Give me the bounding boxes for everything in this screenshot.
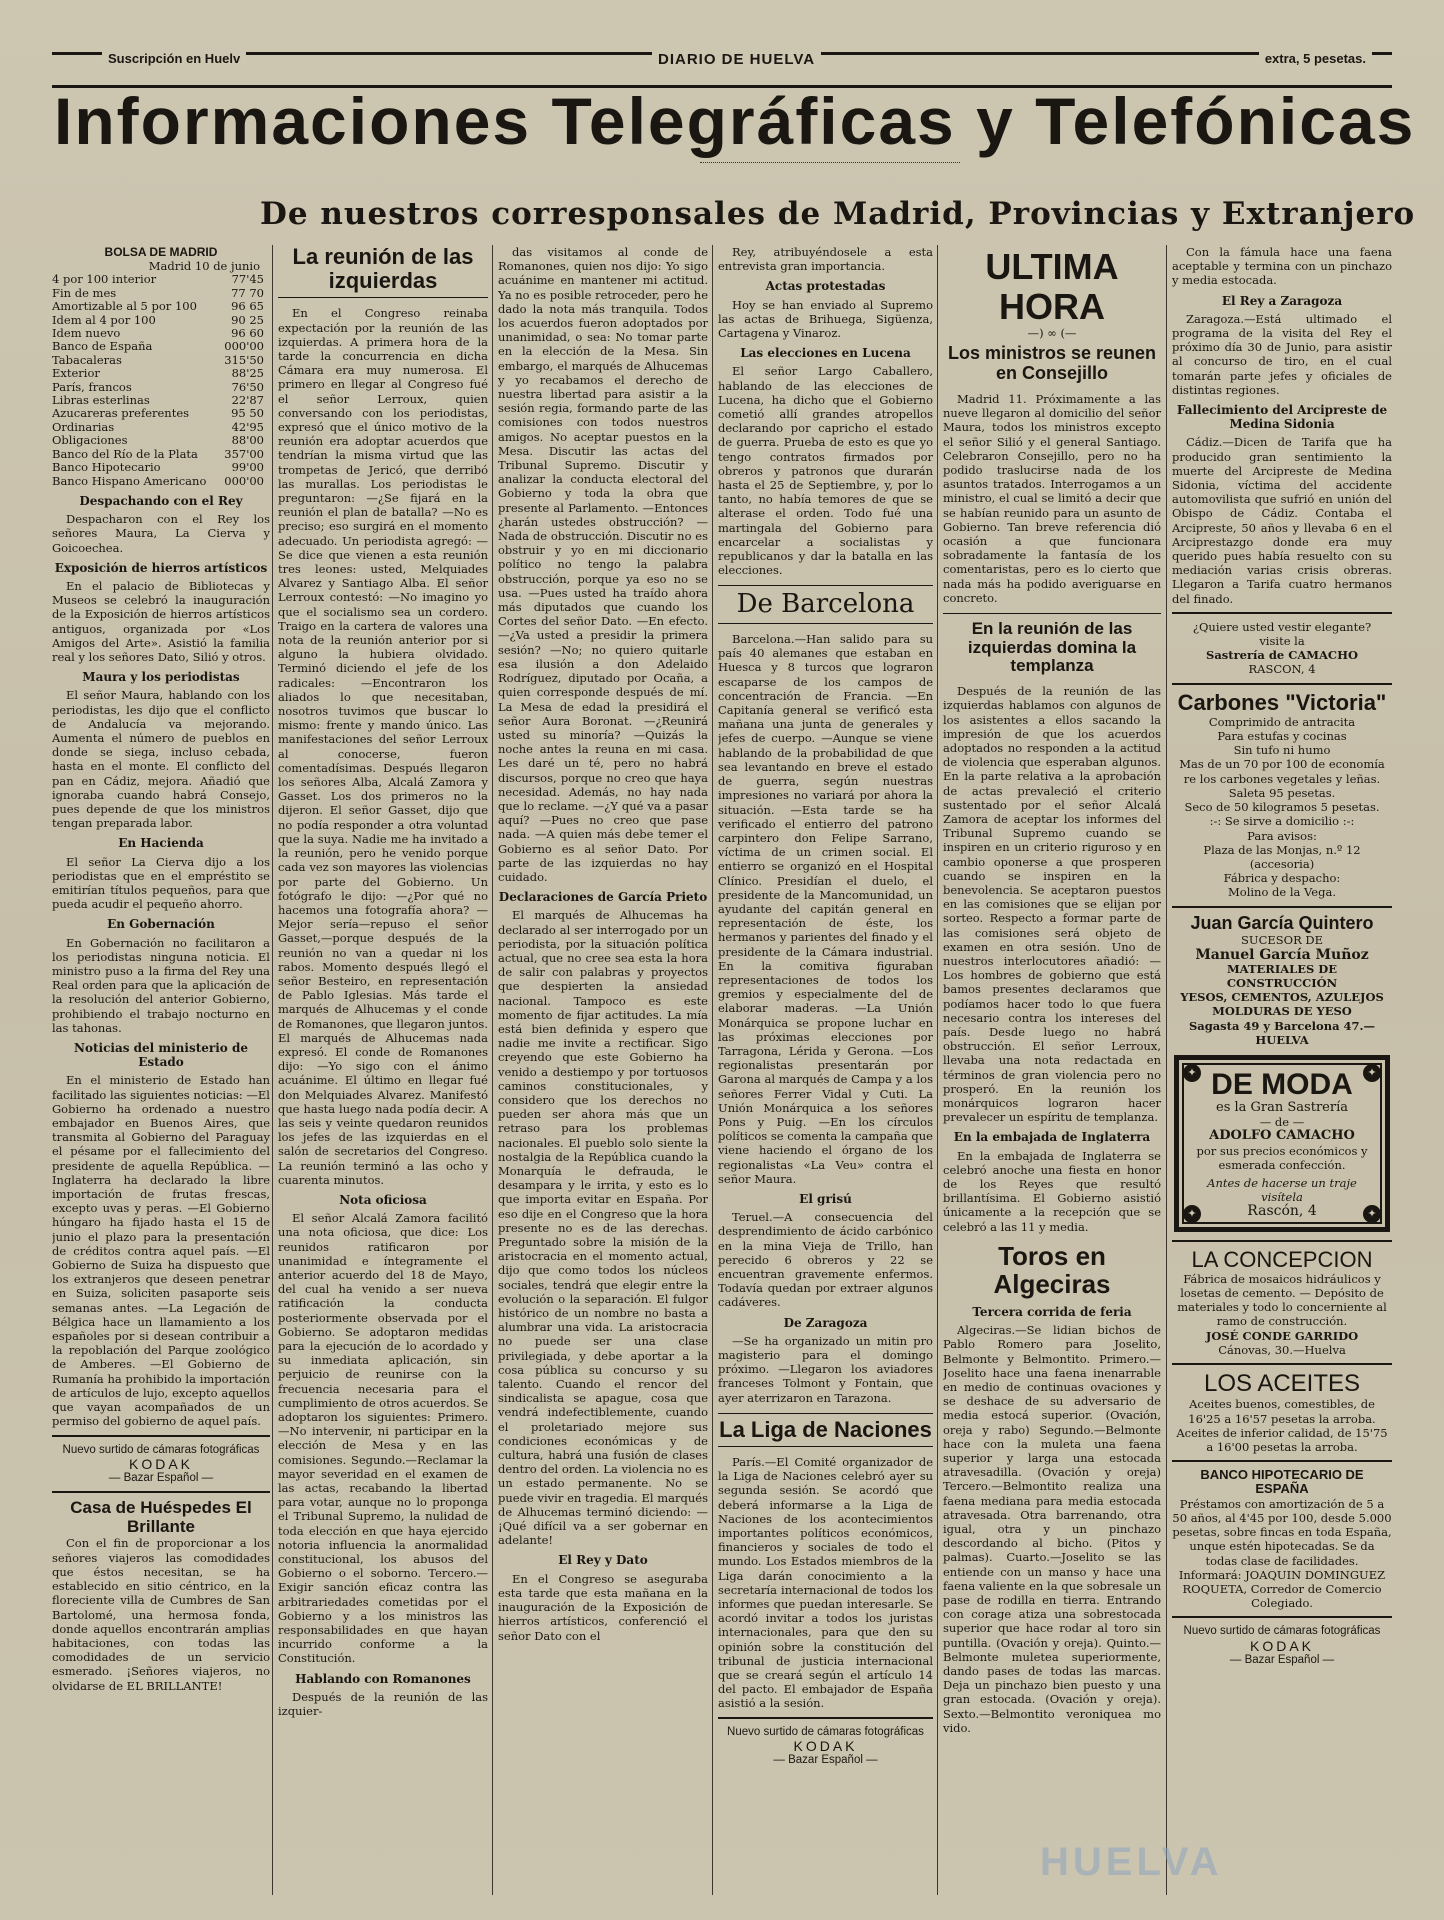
section-heading: Tercera corrida de feria [972,1305,1132,1319]
ad-line: Cánovas, 30.—Huelva [1218,1342,1346,1357]
bolsa-row [52,461,270,474]
bolsa-row-label: Ordinarias [52,419,115,434]
article-text: En el palacio de Bibliotecas y Museos se celebró la inauguración de la Exposición de hierros artísticos antiguos, organizada por «Los Amigos del Arte». Asistió la familia real y los señores Dato, Silió y otros. [52,578,270,664]
section-heading: Maura y los periodistas [82,670,240,685]
bolsa-row-label: Amortizable al 5 por 100 [52,299,197,314]
ad-line: SUCESOR DE [1241,933,1323,948]
bolsa-row [52,340,270,353]
kodak-shop: — Bazar Español — [1229,1653,1335,1666]
section-heading: Exposición de hierros artísticos [54,560,268,575]
divider [1172,906,1392,908]
ad-line: Sastrería de CAMACHO [1206,648,1358,663]
headline-ministros: Los ministros se reunen en Consejillo [947,343,1157,384]
bolsa-row-value: 90 25 [231,312,264,327]
bolsa-row [52,287,270,300]
kodak-ad [1172,1624,1392,1667]
masthead-newspaper-name: DIARIO DE HUELVA [652,51,821,68]
section-heading: Actas protestadas [765,279,886,294]
section-heading: Declaraciones de García Prieto [498,890,708,905]
kodak-line: Nuevo surtido de cámaras fotográficas [727,1725,924,1738]
bolsa-row-value: 88'25 [231,366,264,381]
bolsa-row-label: Banco del Río de la Plata [52,446,198,461]
title-divider [700,162,960,165]
divider [1172,612,1392,614]
headline-ultima-hora: ULTIMA HORA [985,246,1119,327]
article-text: Después de la reunión de las izquierdas hablamos con algunos de los asistentes a ellos sacando la impresión de que los acuerdos adoptados no responden a la actitud de violencia que esperaban algunos. En la parte relativa a la aprobación de actas prevaleció el criterio sustentado por el señor Alcalá Zamora de aceptar los informes del Tribunal Supremo cuando se inspiren en un criterio riguroso y en cambio oponerse a que prosperen cuando se inspiren en la benevolencia. Se aceptaron puestos en las comisiones que se elijan por sorteo. Respecto a formar parte de las comisiones será objeto de examen en otra sesión. Uno de nuestros interlocutores añadió: —Los hombres de gobierno que está bamos presentes declaramos que podíamos hacer todo lo que fuera necesario contra los intereses del país. Desde luego no habrá obstrucción. El señor Lerroux, llevaba una nota redactada en términos de gran violencia pero no prosperó. En la reunión los monárquicos lograron hacer prevalecer un espíritu de templanza. [943,684,1161,1125]
ad-line: JOSÉ CONDE GARRIDO [1205,1328,1359,1343]
bolsa-title: BOLSA DE MADRID [104,245,218,259]
masthead-subscription: Suscripción en Huelv [102,51,246,66]
column-2 [278,245,488,1905]
bolsa-row-value: 77'45 [231,272,264,287]
bolsa-row-value: 95 50 [231,406,264,421]
bolsa-row [52,381,270,394]
article-text: Algeciras.—Se lidian bichos de Pablo Romero para Joselito, Belmonte y Belmontito. Primero.—Joselito hace una faena inenarrable en medio de continuas ovaciones y se deshace de su adversario de media estocá superior. (Ovación, oreja y rabo) Segundo.—Belmonte hace con la muleta una faena superior y larga una estocada atravesadilla. (Ovación y oreja) Tercero.—Belmontito realiza una faena mediana para media estocada atravesada. Otra barrenando, otra igual, otra y un pinchazo descordando al bicho. (Pitos y palmas). Cuarto.—Joselito se las entiende con un manso y hace una faena valiente en la que sobresale un pase de rodilla en tierra. Entrando con corage atiza una sobrestocada superior que hace rodar al toro sin puntilla. (Ovación y oreja). Quinto.—Belmonte muletea superiormente, dando pases de todas las marcas. Deja un pinchazo bien puesto y una gran estocada. (Ovación y oreja). Sexto.—Belmontito veroniquea mo vido. [943,1323,1161,1735]
ad-aceites [1172,1371,1392,1454]
page-subtitle: De nuestros corresponsales de Madrid, Provincias y Extranjero [260,196,1416,232]
bolsa-row [52,314,270,327]
article-text: El señor La Cierva dijo a los periodistas que en el empréstito se emitirían títulos pequeños, para que pueda acudir el pequeño ahorro. [52,854,270,912]
bolsa-row-label: Tabacaleras [52,352,122,367]
ad-line: Rascón, 4 [1247,1203,1317,1220]
section-heading: Hablando con Romanones [295,1671,471,1686]
bolsa-row-value: 315'50 [224,352,264,367]
ad-line: Informará: JOAQUIN DOMINGUEZ ROQUETA, Corredor de Comercio Colegiado. [1178,1567,1386,1611]
ad-line: Mas de un 70 por 100 de economía re los carbones vegetales y leñas. [1179,757,1385,786]
ad-line: visite la [1259,634,1305,649]
ad-line: Fábrica y despacho: [1223,871,1341,886]
kodak-ad [718,1725,933,1768]
article-text: En el Congreso reinaba expectación por la reunión de las izquierdas. A primera hora de la tarde la concurrencia en dicha Cámara era muy numerosa. El primero en llegar al Congreso fué el señor Lerroux, quien conversando con los periodistas, expresó que el único motivo de la reunión era adoptar acuerdos que tendrían la misma virtud que las trompetas de Jericó, que derribó las murallas. Los periodistas le preguntaron: —¿Se fijará en la reunión el plan de batalla? —No es preciso; eso surgirá en el momento adecuado. Un periodista agregó: —Se dice que vienen a esta reunión tres leones: usted, Melquiades Alvarez y Santiago Alba. El señor Lerroux contestó: —No imagino yo que el socialismo sea un cordero. Traigo en la cartera de valores una nota de la reunión anterior por si alguno la hubiera olvidado. Terminó diciendo el jefe de los radicales: —Encontraron los aliados lo que necesitaban, nosotros tuvimos que buscar lo mismo: frente y mando único. Las manifestaciones del señor Lerroux al conocerse, fueron comentadísimas. Después llegaron los señores Alba, Alcalá Zamora y Gasset. Los dos primeros no la dijeron. El señor Gasset, dijo que no podía responder a otra voluntad que la suya. Nadie me ha invitado a la reunión, pero he venido porque cada vez son mayores las violencias por parte del Gobierno. Un fotógrafo le dijo: —¿Por qué no hacemos una fotografía ahora? —Mejor sería—repuso el señor Gasset,—porque después de la reunión no van a quedar ni los rabos. Momento después llegó el señor Besteiro, en representación de Pablo Iglesias. Más tarde el marqués de Alhucemas y el conde de Romanones, que llegaron juntos. El marqués de Alhucemas nada expresó. El conde de Romanones dijo: —Yo sigo con el ánimo acuánime. El último en llegar fué don Melquiades Alvarez. Manifestó que hasta luego nada podía decir. A las seis y veinte quedaron reunidos los jefes de las izquierdas en el salón de secretarios del Congreso. La reunión terminó a las ocho y cuarenta minutos. [278,306,488,1187]
bolsa-row-label: Idem nuevo [52,326,121,341]
kodak-brand: KODAK [1249,1637,1314,1654]
section-heading: Despachando con el Rey [79,493,243,508]
article-text: El marqués de Alhucemas ha declarado al ser interrogado por un periodista, por la situación política actual, que no cree sea esta la hora de salir con palabras y proyectos que despierten la ansiedad nacional. Tampoco es este momento de fijar actitudes. La mía está bien definida y espero que nadie me invite a rectificar. Sigo creyendo que este Gobierno ha venido a destiempo y por tortuosos caminos constitucionales, y considero que los derechos no pueden ser ahora más que un retraso para los problemas nacionales. El pueblo solo siente la nostalgia de la República cuando la Monarquía le defrauda, le desampara y le irrita, y esto es lo que importa evitar en España. Por eso dije en el Congreso que la hora presente no es de las derechas. Preguntado sobre la misión de la aristocracia en el momento actual, dijo que como todos los núcleos sociales, tendrá que elegir entre la evolución o la separación. El fulgor histórico de un nombre no basta a alumbrar una vida. La aristocracia no puede ser una clase privilegiada, y debe aportar a la cosa pública su concurso y su talento. Cuando el rencor del sindicalista se apague, cosa que vendrá indefectiblemente, cuando el proletariado mejore sus condiciones económicas y de cultura, habrá una fusión de clases dentro del orden. La violencia no es un estado permanente. No se puede vivir en tragedia. El marqués de Alhucemas terminó diciendo: —¡Qué difícil va a ser gobernar en adelante! [498,908,708,1548]
bolsa-row-value: 42'95 [231,419,264,434]
ad-line: Fábrica de mosaicos hidráulicos y losetas de cemento. — Depósito de materiales y todo lo concerniente al ramo de construcción. [1177,1271,1387,1329]
bolsa-row [52,448,270,461]
ad-de-moda [1174,1055,1390,1232]
ad-line: Para estufas y cocinas [1217,729,1347,744]
section-heading: Nota oficiosa [339,1192,427,1207]
bolsa-row-value: 76'50 [231,379,264,394]
kodak-ad [52,1443,270,1486]
article-text: En el ministerio de Estado han facilitado las siguientes noticias: —El Gobierno ha ordenado a nuestro embajador en Buenos Aires, que transmita al Gobierno del Paraguay el pésame por el fallecimiento del presidente de aquella República. —Inglaterra ha declarado la libre importación de frutas frescas, excepto uvas y peras. —El Gobierno húngaro ha fijado hasta el 15 de junio el plazo para la presentación de créditos contra aquel país. —El Gobierno de Suiza ha dispuesto que los extranjeros que deseen penetrar en Suiza, soliciten pasaporte seis semanas antes. —La Legación de Bélgica hace un llamamiento a los españoles por si desean contribuir a la repoblación del Parque zoológico de Amberes. —El Gobierno de Rumanía ha prohibido la importación de artículos de lujo, excepto aquellos que vayan acompañados de un permiso del gobierno de aquel país. [52,1073,270,1429]
ad-line: Sin tufo ni humo [1233,743,1331,758]
bolsa-row-label: Idem al 4 por 100 [52,312,156,327]
divider [1172,1616,1392,1618]
ad-title: Juan García Quintero [1190,912,1374,933]
article-text: El señor Alcalá Zamora facilitó una nota oficiosa, que dice: Los reunidos ratificaron por unanimidad e íntegramente el anterior acuerdo del 18 de Mayo, del cual ha venido a ser nueva ratificación la conducta posteriormente observada por el Gobierno. Se adoptaron medidas para la ejecución de lo acordado y su inmediata aplicación, sin perjuicio de reunirse con la frecuencia necesaria para el cumplimiento de otros acuerdos. Se adoptaron los siguientes: Primero.—No intervenir, ni participar en la elección de Mesa y en las comisiones. Segundo.—Reclamar la mayor severidad en el examen de las actas, recabando la libertad para votar, aunque no lo proponga el Tribunal Supremo, la nulidad de toda elección en que haya ejercido notoria influencia la anormalidad constitucional, los abusos del Gobierno o el soborno. Tercero.—Exigir sanción eficaz contra las arbitrariedades cometidas por el Gobierno y a los ministros las responsabilidades en que hayan incurrido conforme a la Constitución. [278,1211,488,1666]
column-rule [937,245,938,1895]
bolsa-row-label: Banco Hipotecario [52,460,161,475]
divider [1172,1363,1392,1365]
ad-line: Manuel García Muñoz [1195,946,1369,963]
ad-quintero [1172,914,1392,1047]
column-3 [498,245,708,1905]
bolsa-row-label: 4 por 100 interior [52,272,157,287]
ad-sastreria [1172,620,1392,677]
article-text: —Se ha organizado un mitin pro magisterio para el domingo próximo. —Llegaron los aviadores franceses Tolmont y Fontain, que ayer aterrizaron en Tarazona. [718,1333,933,1405]
ad-line: MATERIALES DE CONSTRUCCIÓN [1226,961,1338,990]
ornament-icon: ✦ [1183,1205,1201,1223]
kodak-shop: — Bazar Español — [108,1471,214,1484]
section-heading: En la embajada de Inglaterra [953,1130,1151,1145]
article-text: El señor Maura, hablando con los periodistas, les dijo que el conflicto de Andalucía va mejorando. Aumenta el número de pueblos en donde se siega, incluso cebada, hasta en el monte. El conflicto del pan en Cádiz, mejora. Añadió que ignoraba cuando habrá Consejo, pues depende de que los ministros tengan preparada labor. [52,688,270,831]
section-heading: Fallecimiento del Arcipreste de Medina Sidonia [1176,403,1388,432]
bolsa-row-value: 96 65 [231,299,264,314]
ornament-icon: ✦ [1363,1205,1381,1223]
archive-watermark: HUELVA [1040,1840,1223,1884]
ad-line: Plaza de las Monjas, n.º 12 (accesoria) [1203,842,1361,871]
bolsa-row [52,367,270,380]
ad-title: LOS ACEITES [1203,1369,1361,1397]
bolsa-row-label: Obligaciones [52,433,128,448]
column-6 [1172,245,1392,1905]
divider [52,1435,270,1437]
bolsa-row-label: Exterior [52,366,100,381]
bolsa-row [52,475,270,488]
bolsa-row-value: 99'00 [231,460,264,475]
bolsa-table [52,273,270,488]
column-rule [712,245,713,1895]
section-heading: El Rey y Dato [558,1553,648,1568]
section-heading: En Hacienda [118,836,204,851]
column-1 [52,245,270,1905]
column-5 [943,245,1161,1905]
article-text: Madrid 11. Próximamente a las nueve llegaron al domicilio del señor Maura, todos los ministros excepto el señor Silió y el general Santiago. Celebraron Consejillo, pero no ha podido traslucirse nada de los asuntos tratados. Interrogamos a un ministro, el cual se limitó a decir que se habían reunido para un asunto de Gobierno. Tan breve referencia dió ocasión a que funcionara sobradamente la fantasía de los comentaristas, pero es lo cierto que nada más ha podido averiguarse en concreto. [943,391,1161,605]
ad-line: Sagasta 49 y Barcelona 47.—HUELVA [1188,1018,1376,1047]
page-title: Informaciones Telegráficas y Telefónicas [54,84,1416,158]
ad-line: Aceites buenos, comestibles, de 16'25 a 16'57 pesetas la arroba. [1188,1397,1376,1426]
divider [52,1491,270,1493]
bolsa-row [52,407,270,420]
section-heading: De Zaragoza [783,1315,868,1330]
kodak-brand: KODAK [793,1737,858,1754]
ad-line: Seco de 50 kilogramos 5 pesetas. [1184,800,1380,815]
kodak-line: Nuevo surtido de cámaras fotográficas [62,1443,260,1456]
bolsa-row [52,394,270,407]
section-heading: El grisú [799,1191,852,1206]
ad-carbones [1172,691,1392,900]
bolsa-row-value: 77 70 [231,285,264,300]
bolsa-row-value: 000'00 [224,473,264,488]
article-text: En el Congreso se aseguraba esta tarde que esta mañana en la inauguración de la Exposición de hierros artísticos, conferenció el señor Dato con el [498,1571,708,1643]
bolsa-row-label: Banco de España [52,339,153,354]
column-rule [1166,245,1167,1895]
ad-line: RASCON, 4 [1248,662,1316,677]
article-text: Teruel.—A consecuencia del desprendimiento de ácido carbónico en la mina Vieja de Trillo, han perecido 6 obreros y 22 se encuentran gravemente enfermos. Todavía quedan por extraer algunos cadáveres. [718,1210,933,1310]
column-rule [272,245,273,1895]
masthead-price: extra, 5 pesetas. [1259,51,1372,66]
column-4 [718,245,933,1905]
headline-templanza: En la reunión de las izquierdas domina la templanza [943,613,1161,676]
ad-line: Para avisos: [1247,828,1317,843]
ad-line: MOLDURAS DE YESO [1212,1004,1352,1019]
ad-line: Comprimido de antracita [1208,714,1356,729]
bolsa-row [52,327,270,340]
bolsa-row-value: 000'00 [224,339,264,354]
huespedes-text: Con el fin de proporcionar a los señores viajeros las comodidades que éstos necesitan, se ha establecido en sitio céntrico, en la floreciente villa de Cumbres de San Bartolomé, una hermosa fonda, donde aquellos encontrarán amplias habitaciones, con todas las comodidades de un servicio esmerado. ¡Señores viajeros, no olvidarse de EL BRILLANTE! [52,1536,270,1693]
section-heading: El Rey a Zaragoza [1221,293,1343,308]
article-text: Cádiz.—Dicen de Tarifa que ha producido gran sentimiento la muerte del Arcipreste de Medina Sidonia, víctima del accidente automovilista que sufrió en unión del Obispo de Cádiz. Contaba el Arcipreste, 50 años y llevaba 6 en el Arciprestazgo donde era muy querido pues había resuelto con su mediación varias crisis obreras. Llegaron a Tarifa cuatro hermanos del finado. [1172,435,1392,606]
bolsa-row-value: 88'00 [231,433,264,448]
huespedes-title: Casa de Huéspedes El Brillante [70,1498,252,1536]
bolsa-row-label: Azucareras preferentes [52,406,190,421]
divider [1172,683,1392,685]
bolsa-row-value: 357'00 [224,446,264,461]
ad-title: LA CONCEPCION [1191,1246,1373,1272]
bolsa-row [52,273,270,286]
ad-title: BANCO HIPOTECARIO DE ESPAÑA [1200,1467,1364,1497]
kodak-shop: — Bazar Español — [773,1754,878,1767]
section-heading: En Gobernación [107,917,215,932]
article-text: Zaragoza.—Está ultimado el programa de la visita del Rey el próximo día 30 de Junio, para asistir al concurso de tiro, en el cual tomarán parte jefes y oficiales de distintas regiones. [1172,311,1392,397]
kodak-brand: KODAK [128,1455,193,1472]
article-text: Después de la reunión de las izquier- [278,1689,488,1719]
bolsa-row-label: Fin de mes [52,285,117,300]
divider [1172,1240,1392,1242]
article-text: das visitamos al conde de Romanones, quien nos dijo: Yo sigo acuánime en mantener mi actitud. Ya no es posible retroceder, pero he dado la nota más tranquila. Todos los acuerdos fueron adoptados por unanimidad, o sea: No tomar parte en la elección de la Mesa. Sin embargo, el marqués de Alhucemas y yo recabamos el derecho de nuestra libertad para asistir a la sesión regia, formando parte de las comisiones con todos nuestros amigos. No aceptar puestos en la Mesa. Discutir las actas del Tribunal Supremo. Discutir y analizar la conducta electoral del Gobierno y toda la obra que presente al Parlamento. —Entonces ¿harán ustedes obstrucción? —Nada de obstrucción. Discutir no es obstruir y yo en mi diccionario político no tengo la palabra obstrucción, porque ya eso no se usa. —Pues usted ha traído ahora más diputados que cuando los Cortes del señor Dato. —En efecto. —¿Va usted a presidir la primera sesión? —No; no quiero quitarle esa ilusión a don Adelaido Rodríguez, diputado por Ocaña, a quien corresponde después de mí. La Mesa de edad la presidirá el señor Aura Boronat. —¿Reunirá usted su minoría? —Quizás la noche antes la reuna en mi casa. Les daré un té, pero no habrá discursos, porque no creo que haya necesidad. Además, no hay nada que lo reclame. —¿Y qué va a pasar aquí? —Pues no creo que pase nada. —A quien más debe temer el Gobierno es al señor Dato. Por parte de las izquierdas no hay cuidado. [498,245,708,884]
divider [1172,1460,1392,1462]
article-text: El señor Largo Caballero, hablando de las elecciones de Lucena, ha dicho que el Gobierno cometió allí grandes atropellos declarando por capricho el estado de guerra. Prueba de esto es que yo tengo contratos firmados por obreros y patronos que durarán hasta el 25 de Septiembre, y, por lo tanto, no había temores de que se alterase el orden. Todo fué una martingala del Gobierno para encarcelar a socialistas y republicanos y dar la batalla en las elecciones. [718,364,933,578]
bolsa-row-value: 22'87 [231,393,264,408]
ad-line: ADOLFO CAMACHO [1209,1128,1355,1144]
ornament-icon: ✦ [1183,1064,1201,1082]
bolsa-row [52,354,270,367]
masthead [52,52,1392,88]
ad-concepcion [1172,1248,1392,1357]
ad-line: es la Gran Sastrería [1216,1099,1348,1115]
column-rule [492,245,493,1895]
headline-liga: La Liga de Naciones [718,1413,933,1447]
bolsa-row-label: Libras esterlinas [52,393,150,408]
bolsa-row [52,300,270,313]
headline-toros: Toros en Algeciras [993,1240,1111,1300]
ornament-separator: —) ∞ (— [1027,326,1077,341]
article-text: En la embajada de Inglaterra se celebró anoche una fiesta en honor de los Reyes que resultó brillantísima. El Gobierno asistió únicamente a la recepción que se celebró a las 11 y media. [943,1148,1161,1234]
article-text: En Gobernación no facilitaron a los periodistas ninguna noticia. El ministro puso a la firma del Rey una Real orden para que la aplicación de la resolución del anterior Gobierno, prohibiendo el trabajo nocturno en las tahonas. [52,935,270,1035]
ad-title: DE MODA [1211,1067,1353,1101]
section-heading: Noticias del ministerio de Estado [74,1041,248,1070]
ad-title: Carbones "Victoria" [1177,689,1387,715]
ad-line: :-: Se sirve a domicilio :-: [1209,814,1355,829]
kodak-line: Nuevo surtido de cámaras fotográficas [1183,1625,1381,1638]
ad-banco-hipotecario [1172,1468,1392,1610]
headline-reunion: La reunión de las izquierdas [278,245,488,298]
article-text: París.—El Comité organizador de la Liga de Naciones celebró ayer su segunda sesión. Se acordó que deberá informarse a la Liga de Naciones de los acontecimientos importantes políticos económicos, financieros y sociales de todo el mundo. Los Estados miembros de la Liga darán conocimiento a la secretaría internacional de todos los informes que puedan interesarle. Se acordó invitar a todos los juristas internacionales, para que den su opinión sobre la constitución del tribunal de justicia internacional que se creará según el artículo 14 del pacto. El embajador de España asistió a la sesión. [718,1455,933,1711]
divider [718,1717,933,1719]
headline-barcelona: De Barcelona [718,585,933,624]
article-text: Barcelona.—Han salido para su país 40 alemanes que estaban en Huesca y 8 turcos que lograron escaparse de los campos de concentración de Francia. —En Capitanía general se verificó esta mañana una junta de generales y jefes de cuerpo. —Aunque se viene hablando de la probabilidad de que sea levantando en breve el estado de guerra, según nuestras impresiones no variará por ahora la situación. —Esta tarde se ha verificado el entierro del patrono carpintero don Felipe Sarrano, víctima de un crimen social. El entierro se organizó en el Hospital Clínico. Presidían el duelo, el presidente de la Mancomunidad, un ayudante del capitán general en representación de éste, los hermanos y parientes del finado y el presidente de la Cámara industrial. En la comitiva figuraban representaciones de todos los gremios y especialmente del de elaborar maderas. —La Unión Monárquica se propone luchar en las próximas elecciones por Tarragona, Lérida y Gerona. —Los regionalistas presentarán por Garona al marqués de Campa y a los señores Ferrer Vidal y Cuti. La Unión Monárquica a los señores Pons y Puig. —En los círculos políticos se comenta la campaña que viene haciendo el órgano de los regionalistas «La Veu» contra el señor Maura. [718,632,933,1186]
article-text: Con la fámula hace una faena aceptable y termina con un pinchazo y media estocada. [1172,245,1392,288]
bolsa-row-label: Banco Hispano Americano [52,473,207,488]
ad-line: YESOS, CEMENTOS, AZULEJOS [1180,990,1384,1005]
bolsa-row [52,421,270,434]
ad-line: Antes de hacerse un traje visítela [1207,1175,1357,1205]
section-heading: Las elecciones en Lucena [740,346,911,361]
bolsa-date: Madrid 10 de junio [148,259,260,274]
article-text: Despacharon con el Rey los señores Maura, La Cierva y Goicoechea. [52,512,270,555]
ad-line: Molino de la Vega. [1228,885,1336,900]
ornament-icon: ✦ [1363,1064,1381,1082]
ad-line: por sus precios económicos y esmerada confección. [1196,1143,1368,1172]
article-text: Rey, atribuyéndosele a esta entrevista gran importancia. [718,245,933,274]
bolsa-row-value: 96 60 [231,326,264,341]
ad-line: ¿Quiere usted vestir elegante? [1192,619,1372,634]
ad-line: Aceites de inferior calidad, de 15'75 a 16'00 pesetas la arroba. [1176,1425,1388,1454]
ad-line: Saleta 95 pesetas. [1228,785,1336,800]
bolsa-row [52,434,270,447]
ad-line: — de — [1259,1115,1305,1130]
ad-line: Préstamos con amortización de 5 a 50 años, al 4'45 por 100, desde 5.000 pesetas, sobre fincas en toda España, unque estén hipotecadas. Se da todas clase de facilidades. [1172,1496,1392,1568]
article-text: Hoy se han enviado al Supremo las actas de Brihuega, Sigüenza, Cartagena y Vinaroz. [718,297,933,341]
bolsa-row-label: París, francos [52,379,132,394]
